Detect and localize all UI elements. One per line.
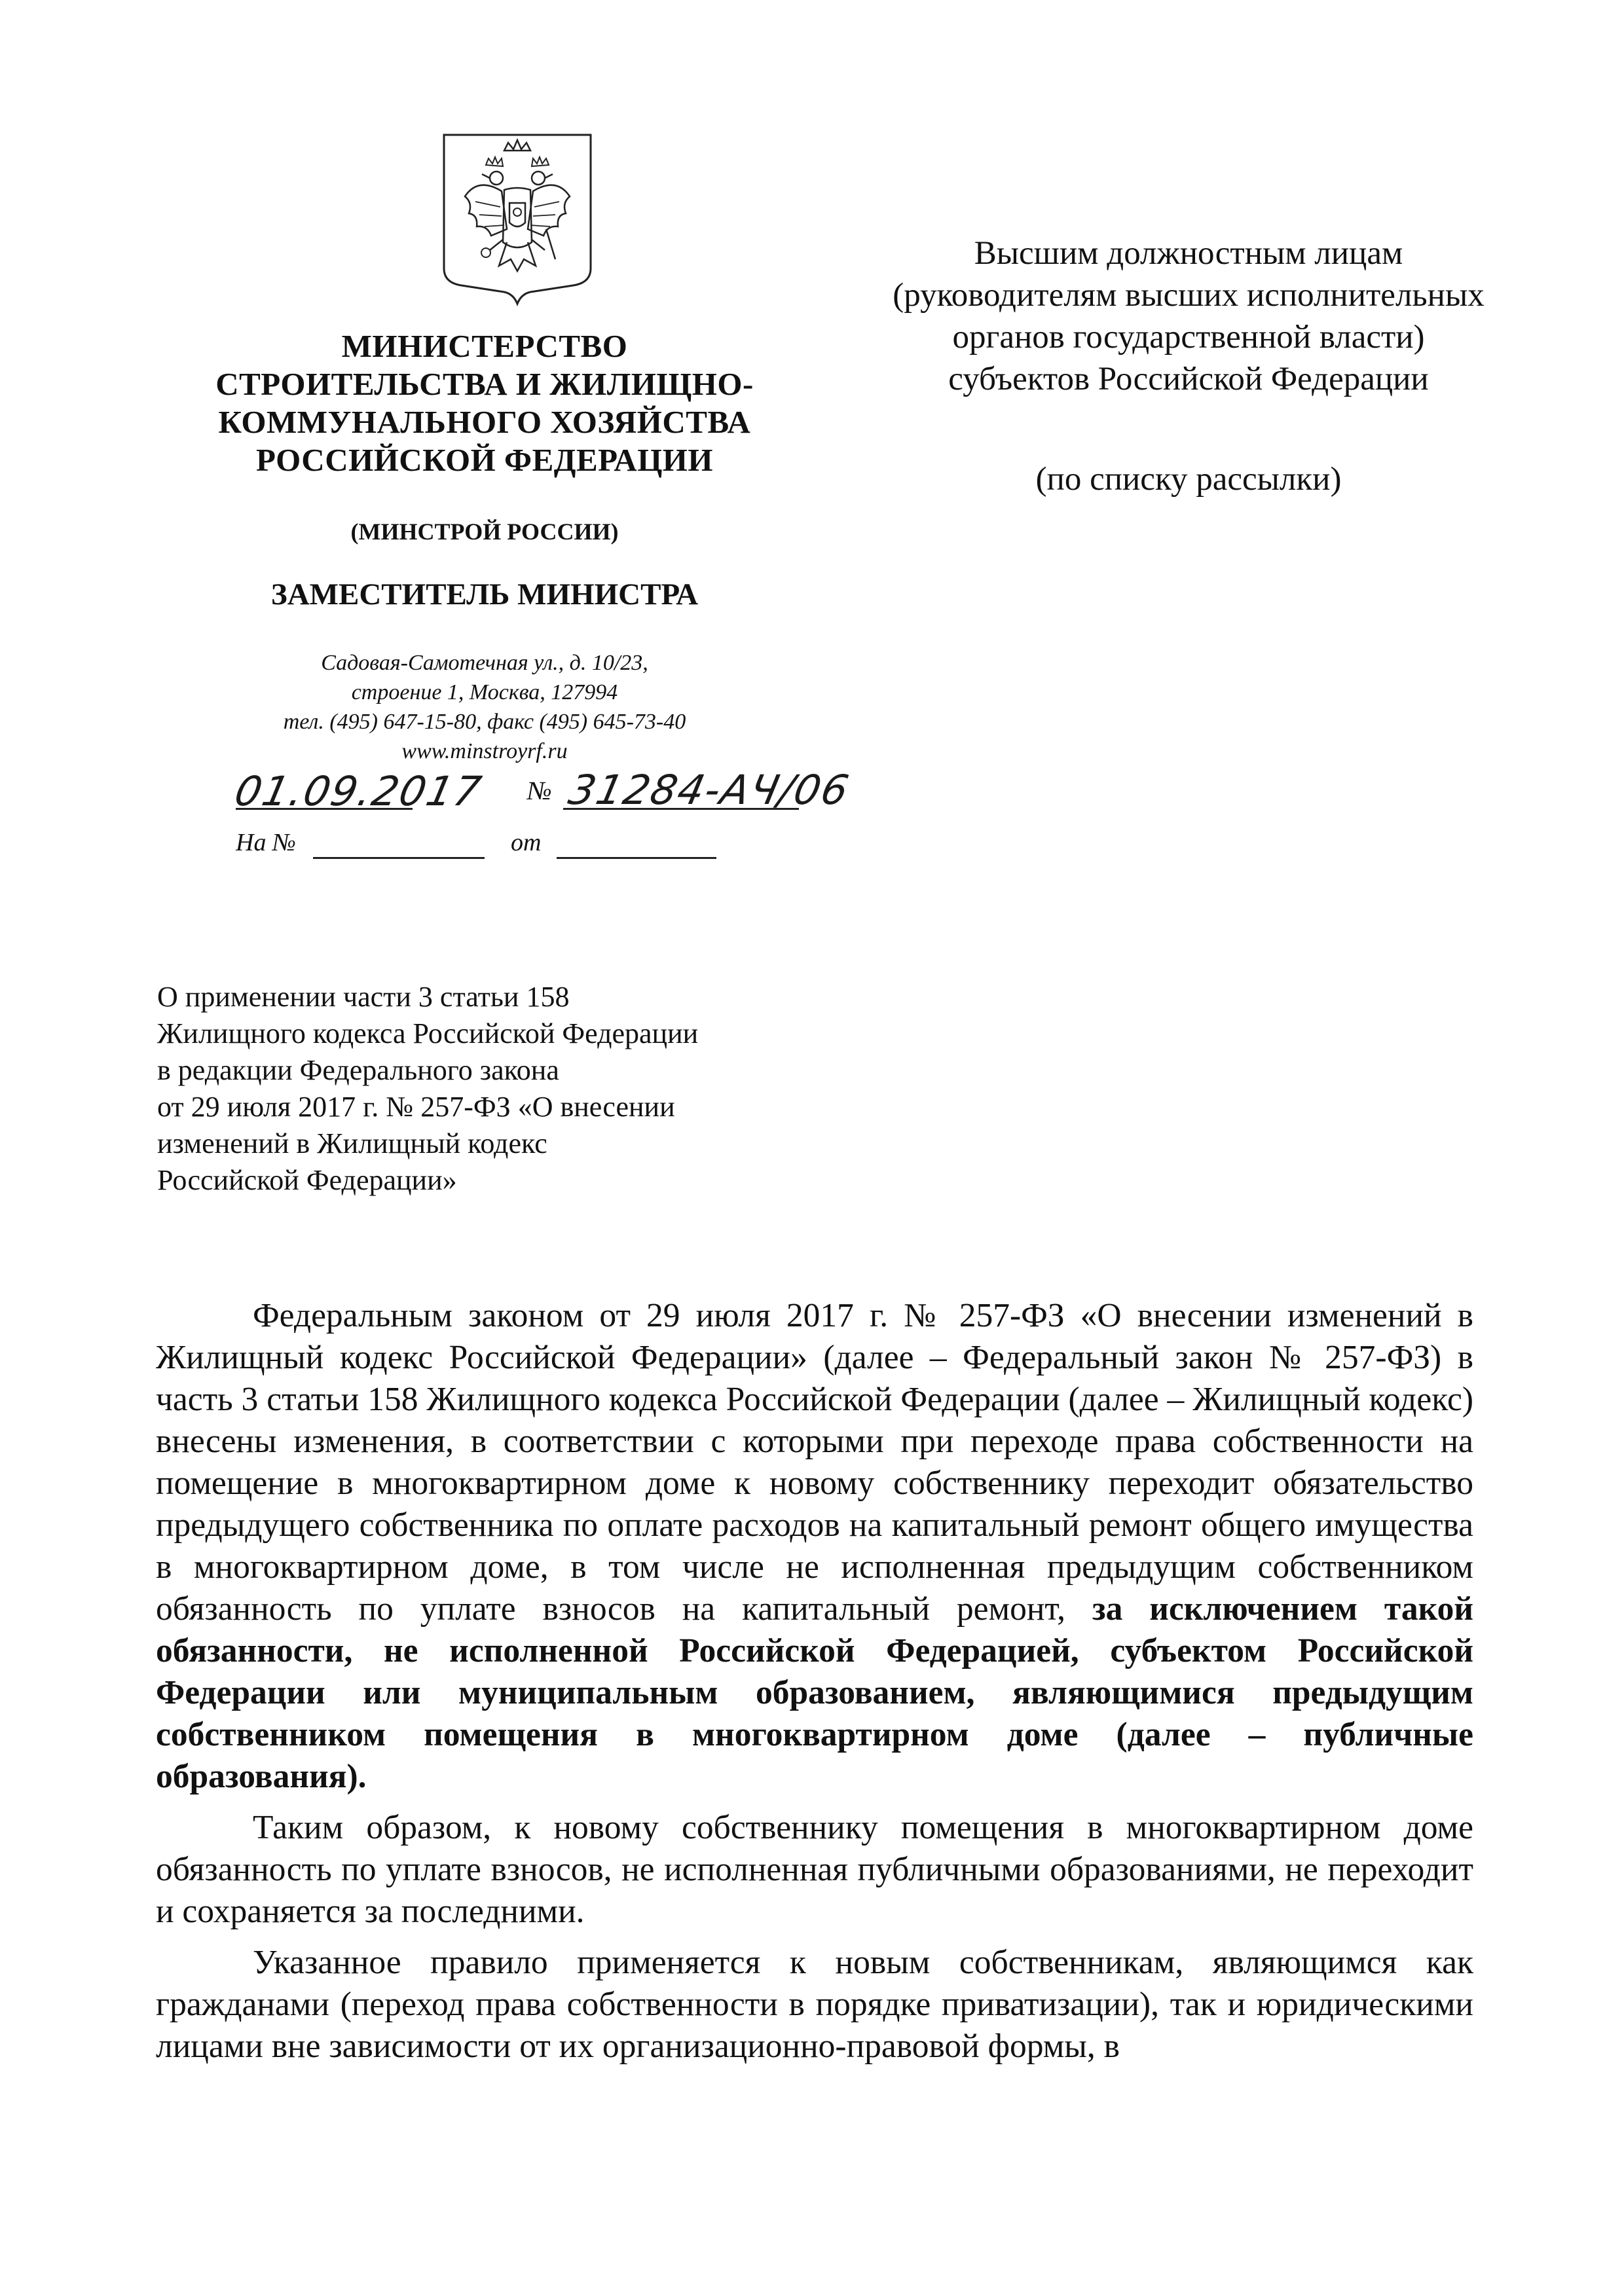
signatory-position: ЗАМЕСТИТЕЛЬ МИНИСТРА	[270, 577, 699, 611]
reference-date-blank	[557, 857, 716, 859]
subject-line: в редакции Федерального закона	[157, 1054, 559, 1086]
registration-number: 31284-АЧ/06	[564, 766, 855, 814]
number-underline	[563, 808, 799, 810]
subject-line: изменений в Жилищный кодекс	[157, 1127, 547, 1159]
ministry-address	[196, 648, 773, 766]
addressee-line: Высшим должностным лицам	[974, 235, 1403, 272]
addressee-block	[825, 232, 1552, 400]
subject-line: О применении части 3 статьи 158	[157, 981, 570, 1013]
reference-line	[236, 828, 825, 867]
address-line: www.minstroyrf.ru	[401, 739, 568, 763]
distribution-note: (по списку рассылки)	[1035, 461, 1342, 498]
address-line: тел. (495) 647-15-80, факс (495) 645-73-40	[283, 710, 686, 734]
letter-subject	[157, 979, 877, 1199]
date-underline	[236, 808, 413, 810]
ministry-line: КОММУНАЛЬНОГО ХОЗЯЙСТВА	[218, 404, 751, 440]
ministry-abbreviation: (МИНСТРОЙ РОССИИ)	[350, 519, 619, 545]
reference-number-label: На №	[236, 829, 296, 856]
address-line: строение 1, Москва, 127994	[351, 680, 618, 704]
registration-line	[231, 766, 956, 818]
subject-line: Российской Федерации»	[157, 1164, 457, 1196]
registration-date: 01.09.2017	[231, 767, 487, 815]
body-paragraph	[156, 1295, 1473, 1798]
letter-body	[156, 1295, 1473, 2068]
address-line: Садовая-Самотечная ул., д. 10/23,	[321, 651, 648, 675]
ministry-line: СТРОИТЕЛЬСТВА И ЖИЛИЩНО-	[215, 366, 754, 402]
ministry-name	[196, 327, 773, 479]
paragraph-text: Федеральным законом от 29 июля 2017 г. № 257-ФЗ «О внесении изменений в Жилищный кодекс Российской Федерации» (далее – Федеральный закон № 257-ФЗ) в часть 3 статьи 158 Жилищного кодекса Российской Федерации (далее – Жилищный кодекс) внесены изменения, в соответствии с которыми при переходе права собственности на помещение в многоквартирном доме к новому собственнику переходит обязательство предыдущего собственника по оплате расходов на капитальный ремонт общего имущества в многоквартирном доме, в том числе не исполненная предыдущим собственником обязанность по уплате взносов на капитальный ремонт,	[156, 1297, 1473, 1628]
addressee-line: субъектов Российской Федерации	[948, 361, 1429, 397]
subject-line: Жилищного кодекса Российской Федерации	[157, 1017, 699, 1049]
coat-of-arms-icon	[439, 131, 596, 309]
registration-number-label: №	[527, 776, 552, 805]
reference-number-blank	[313, 857, 485, 859]
ministry-line: МИНИСТЕРСТВО	[341, 328, 628, 364]
reference-date-label: от	[511, 829, 542, 856]
addressee-line: (руководителям высших исполнительных	[893, 277, 1485, 314]
body-paragraph: Указанное правило применяется к новым собственникам, являющимся как гражданами (переход права собственности в порядке приватизации), так и юридическими лицами вне зависимости от их организационно-правовой формы, в	[156, 1944, 1473, 2065]
ministry-line: РОССИЙСКОЙ ФЕДЕРАЦИИ	[255, 442, 714, 478]
paragraph-emphasis: за исключением такой обязанности, не исполненной Российской Федерацией, субъектом Российской Федерации или муниципальным образованием, являющимися предыдущим собственником помещения в многоквартирном доме (далее – публичные образования).	[156, 1590, 1473, 1795]
addressee-line: органов государственной власти)	[952, 319, 1425, 355]
body-paragraph: Таким образом, к новому собственнику помещения в многоквартирном доме обязанность по уплате взносов, не исполненная публичными образованиями, не переходит и сохраняется за последними.	[156, 1809, 1473, 1930]
subject-line: от 29 июля 2017 г. № 257-ФЗ «О внесении	[157, 1091, 675, 1123]
